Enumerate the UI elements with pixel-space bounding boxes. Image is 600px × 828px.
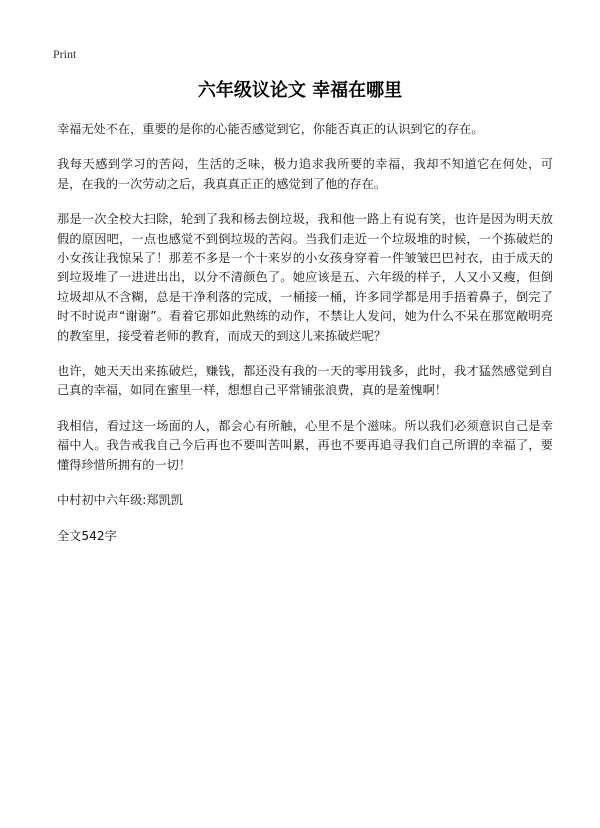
paragraph-3: 那是一次全校大扫除，轮到了我和杨去倒垃圾，我和他一路上有说有笑，也许是因为明天放假的原因吧，一点也感觉不到倒垃圾的苦闷。当我们走近一个垃圾堆的时候，一个拣破烂的小女孩让我惊呆了！那差不多是一个十来岁的小女孩身穿着一件皱皱巴巴衬衣，由于成天的到垃圾堆了一进进出出，以分不清颜色了。她应该是五、六年级的样子，人又小又瘦，但倒垃圾却从不含糊，总是干净利落的完成，一桶接一桶，许多同学都是用手捂着鼻子，倒完了时不时说声“谢谢”。看着它那如此熟练的动作，不禁让人发问，她为什么不呆在那宽敞明亮的教室里，接受着老师的教育，而成天的到这儿来拣破烂呢？ bbox=[57, 212, 553, 343]
page-title: 六年级议论文 幸福在哪里 bbox=[197, 80, 403, 101]
author-line: 中村初中六年级:郑凯凯 bbox=[57, 493, 183, 508]
print-link[interactable]: Print bbox=[53, 47, 77, 61]
paragraph-5: 我相信，看过这一场面的人，都会心有所触，心里不是个滋味。所以我们必须意识自己是幸福中人。我告戒我自己今后再也不要叫苦叫累，再也不要再追寻我们自己所谓的幸福了，要懂得珍惜所拥有的一切！ bbox=[57, 418, 553, 472]
article-body bbox=[57, 120, 553, 562]
word-count: 全文542字 bbox=[57, 528, 117, 543]
paragraph-2: 我每天感到学习的苦闷，生活的乏味，极力追求我所要的幸福，我却不知道它在何处，可是，在我的一次劳动之后，我真真正正的感觉到了他的存在。 bbox=[57, 157, 553, 191]
paragraph-1: 幸福无处不在，重要的是你的心能否感觉到它，你能否真正的认识到它的存在。 bbox=[57, 122, 484, 136]
paragraph-4: 也许，她天天出来拣破烂，赚钱，都还没有我的一天的零用钱多，此时，我才猛然感觉到自己真的幸福，如同在蜜里一样，想想自己平常铺张浪费，真的是羞愧啊！ bbox=[57, 364, 553, 398]
